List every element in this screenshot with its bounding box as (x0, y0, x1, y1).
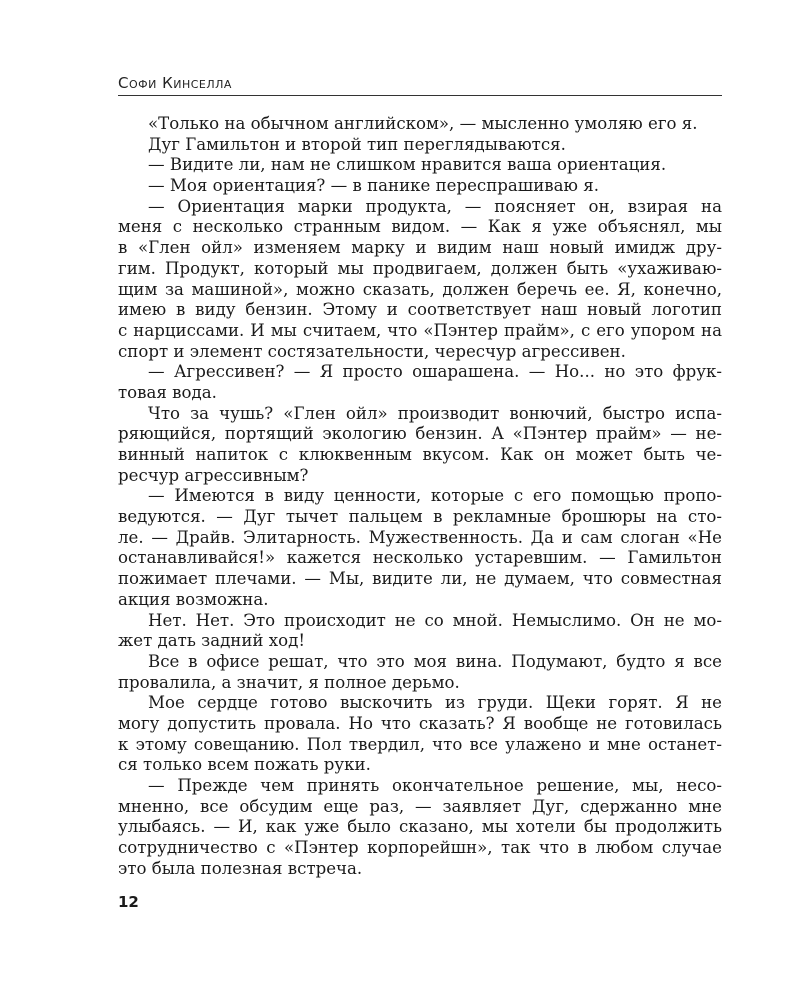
text-line: ся только всем пожать руки. (118, 755, 371, 775)
text-line: акция возможна. (118, 589, 269, 609)
text-line: могу допустить провала. Но что сказать? Я вообще не готовилась (118, 713, 722, 733)
text-line: Дуг Гамильтон и второй тип переглядываются. (148, 134, 566, 154)
text-line: имею в виду бензин. Этому и соответствует наш новый логотип (118, 300, 722, 320)
text-line: Нет. Нет. Это происходит не со мной. Немыслимо. Он не мо- (148, 610, 722, 630)
text-line: ряющийся, портящий экологию бензин. А «Пэнтер прайм» — не- (118, 424, 722, 444)
text-line: ле. — Драйв. Элитарность. Мужественность. Да и сам слоган «Не (118, 527, 722, 547)
text-line: улыбаясь. — И, как уже было сказано, мы хотели бы продолжить (118, 817, 722, 837)
text-line: меня с несколько странным видом. — Как я уже объяснял, мы (118, 217, 722, 237)
text-line: — Видите ли, нам не слишком нравится ваша ориентация. (148, 155, 667, 175)
text-line: жет дать задний ход! (118, 631, 305, 651)
text-line: — Моя ориентация? — в панике переспрашиваю я. (148, 176, 599, 196)
text-line: Мое сердце готово выскочить из груди. Щеки горят. Я не (148, 693, 722, 713)
text-line: — Прежде чем принять окончательное решение, мы, несо- (148, 776, 722, 795)
text-line: — Ориентация марки продукта, — поясняет он, взирая на (148, 196, 722, 216)
text-line: — Имеются в виду ценности, которые с его помощью пропо- (148, 486, 722, 506)
text-line: Что за чушь? «Глен ойл» производит вонючий, быстро испа- (148, 403, 722, 423)
text-line: мненно, все обсудим еще раз, — заявляет Дуг, сдержанно мне (118, 796, 722, 816)
text-line: ресчур агрессивным? (118, 465, 309, 485)
text-line: пожимает плечами. — Мы, видите ли, не думаем, что совместная (118, 569, 722, 589)
text-line: гим. Продукт, который мы продвигаем, должен быть «ухаживаю- (118, 258, 722, 278)
text-line: провалила, а значит, я полное дерьмо. (118, 672, 460, 692)
text-line: спорт и элемент состязательности, чересчур агрессивен. (118, 341, 626, 361)
header-rule (118, 95, 722, 96)
text-line: сотрудничество с «Пэнтер корпорейшн», так что в любом случае (118, 838, 722, 858)
text-line: в «Глен ойл» изменяем марку и видим наш новый имидж дру- (118, 238, 722, 258)
running-head: Софи Кинселла (118, 74, 232, 92)
text-line: винный напиток с клюквенным вкусом. Как он может быть че- (118, 445, 722, 464)
body-text (118, 114, 722, 879)
text-line: щим за машиной», можно сказать, должен беречь ее. Я, конечно, (118, 279, 722, 299)
text-line: товая вода. (118, 382, 217, 402)
text-line: — Агрессивен? — Я просто ошарашена. — Но... но это фрук- (148, 362, 722, 382)
text-line: «Только на обычном английском», — мысленно умоляю его я. (148, 114, 698, 133)
text-line: с нарциссами. И мы считаем, что «Пэнтер прайм», с его упором на (118, 320, 722, 340)
page-number: 12 (118, 893, 139, 911)
text-line: ведуются. — Дуг тычет пальцем в рекламные брошюры на сто- (118, 507, 722, 527)
text-line: это была полезная встреча. (118, 858, 363, 878)
text-line: Все в офисе решат, что это моя вина. Подумают, будто я все (148, 651, 722, 671)
text-line: останавливайся!» кажется несколько устаревшим. — Гамильтон (118, 548, 722, 568)
text-line: к этому совещанию. Пол твердил, что все улажено и мне останет- (118, 734, 722, 754)
